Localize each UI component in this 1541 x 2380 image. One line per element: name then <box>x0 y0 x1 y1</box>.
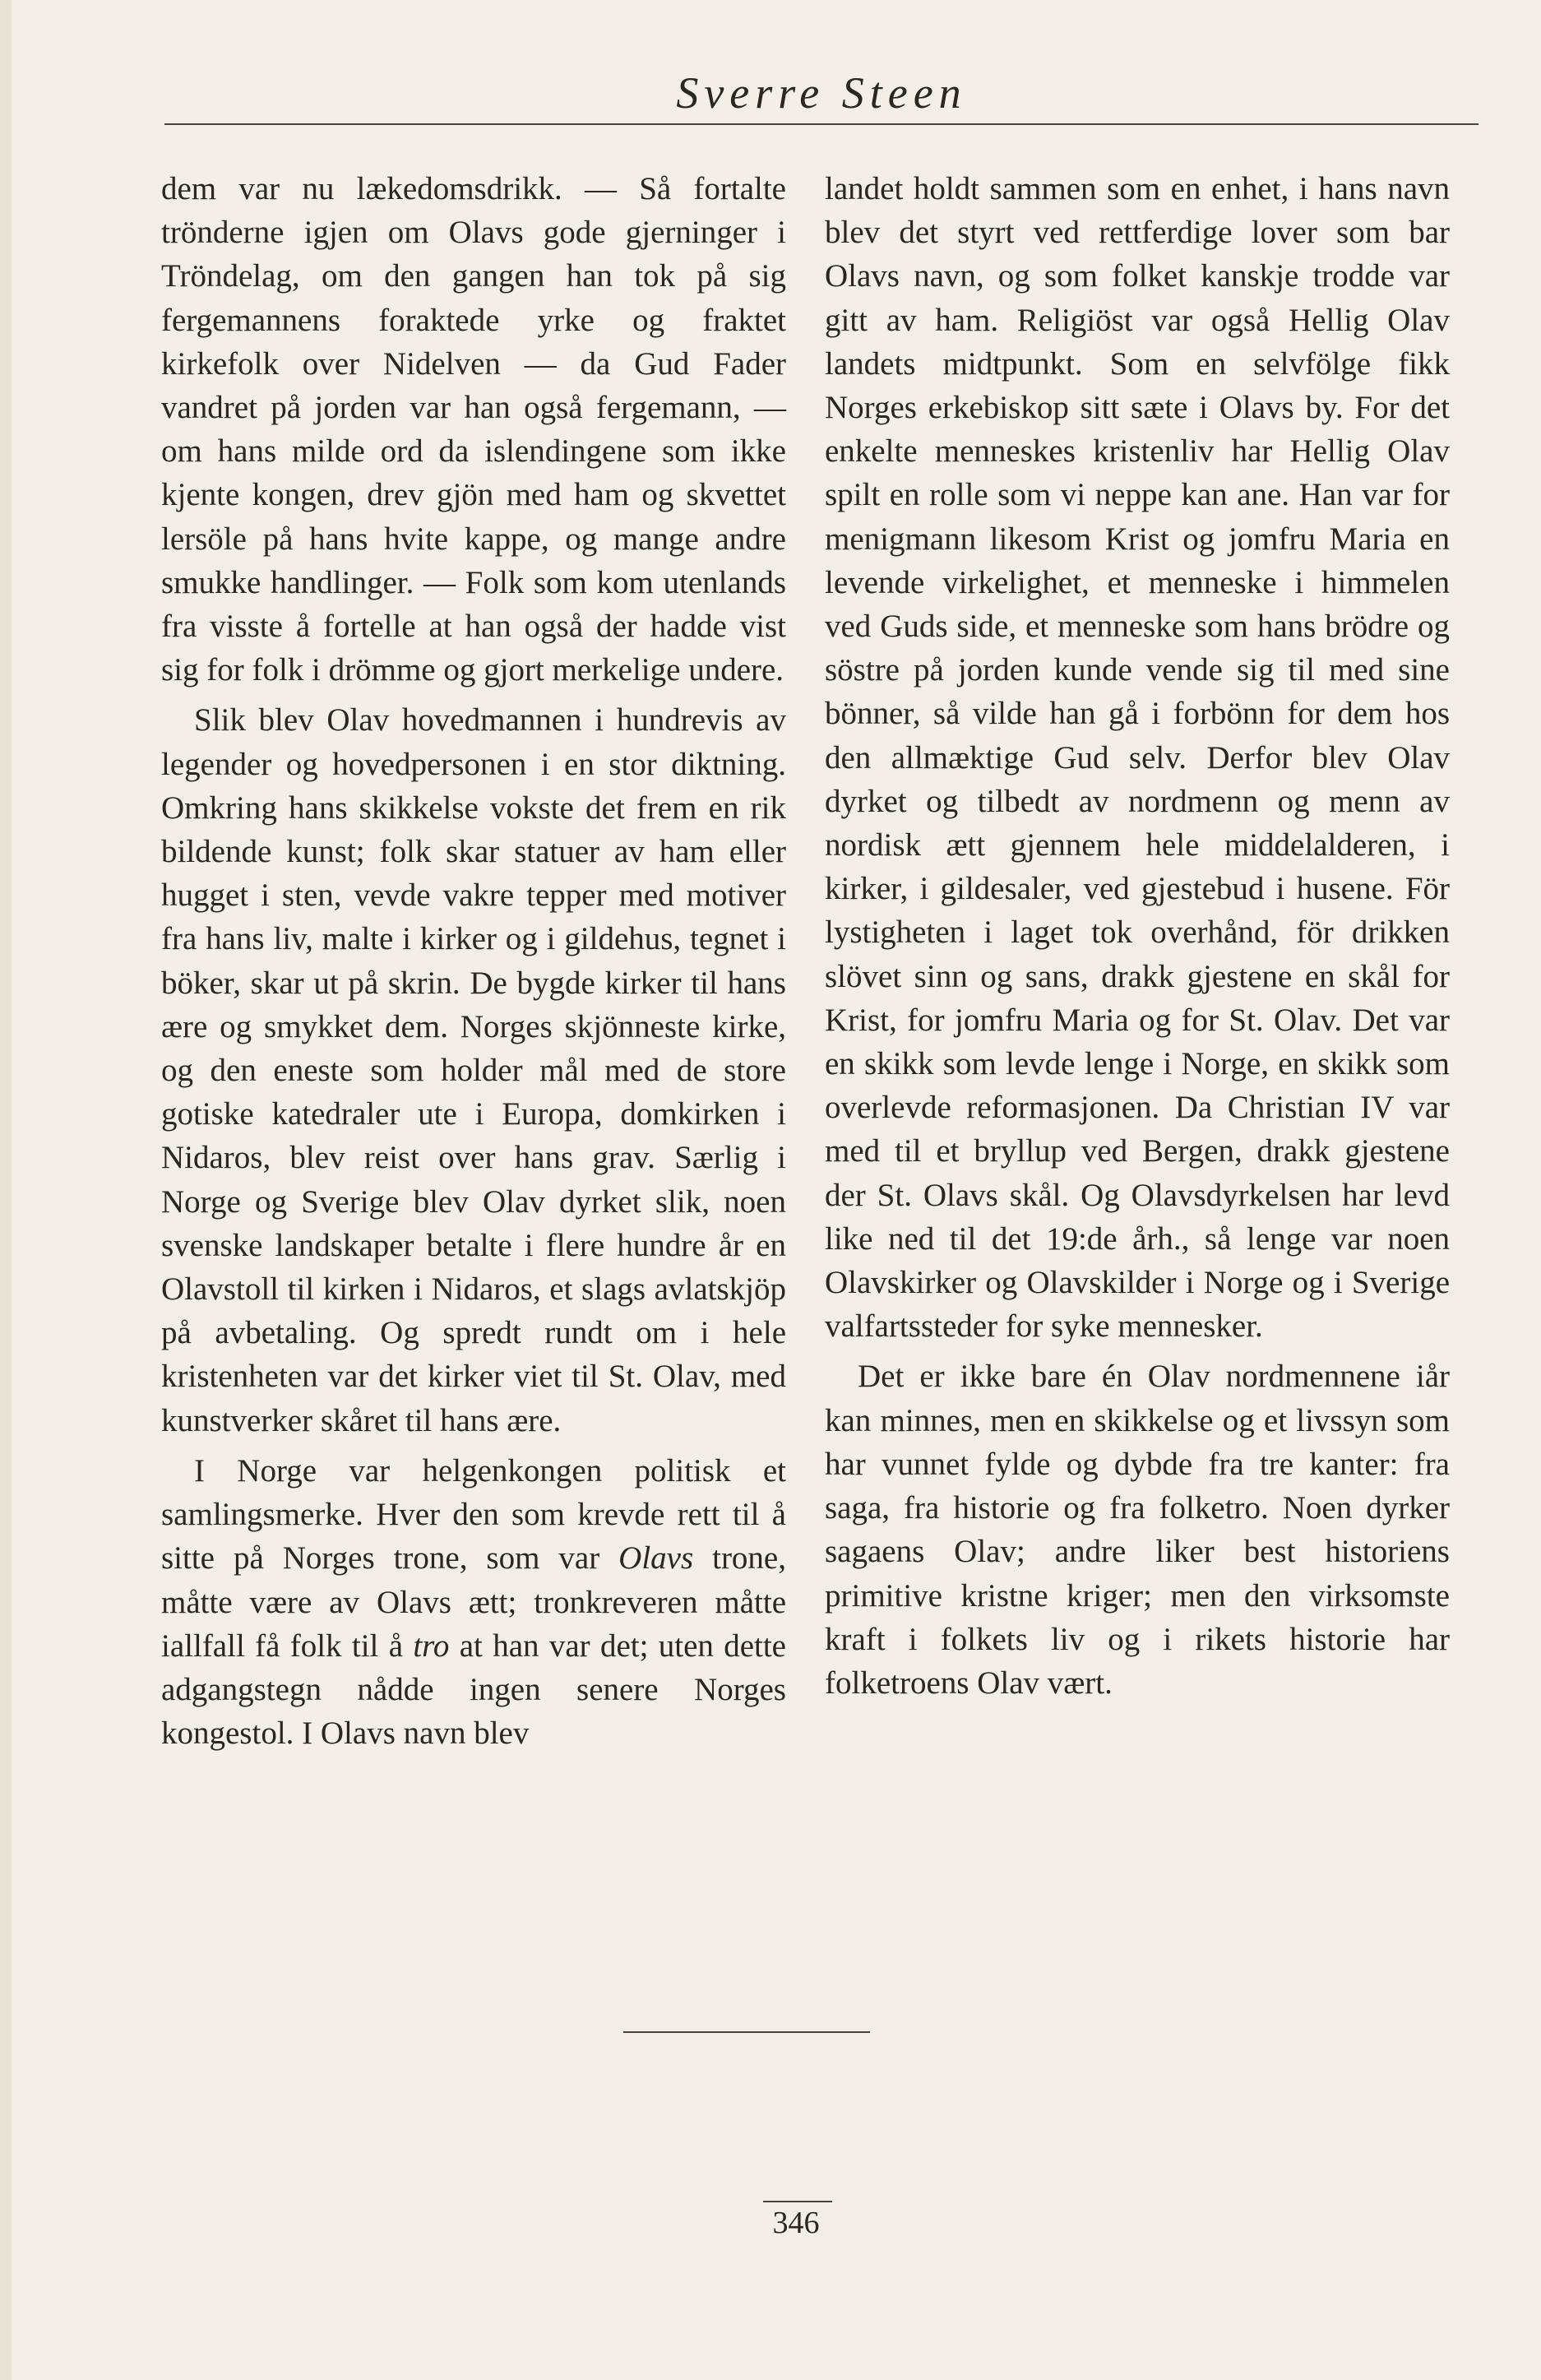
page-edge <box>0 0 12 2380</box>
left-paragraph-1: dem var nu lækedomsdrikk. — Så fortalte trönderne igjen om Olavs gode gjerninger i Tröndelag, om den gangen han tok på sig fergemannens foraktede yrke og fraktet kirkefolk over Nidelven — da Gud Fader vandret på jorden var han også fergemann, — om hans milde ord da islendingene som ikke kjente kongen, drev gjön med ham og skvettet lersöle på hans hvite kappe, og mange andre smukke handlinger. — Folk som kom utenlands fra visste å fortelle at han også der hadde vist sig for folk i drömme og gjort merkelige undere. <box>161 171 786 688</box>
right-paragraph-1: landet holdt sammen som en enhet, i hans navn blev det styrt ved rettferdige lover som bar Olavs navn, og som folket kanskje trodde var gitt av ham. Religiöst var også Hellig Olav landets midtpunkt. Som en selvfölge fikk Norges erkebiskop sitt sæte i Olavs by. For det enkelte menneskes kristenliv har Hellig Olav spilt en rolle som vi neppe kan ane. Han var for menigmann likesom Krist og jomfru Maria en levende virkelighet, et menneske i himmelen ved Guds side, et menneske som hans brödre og söstre på jorden kunde vende sig til med sine bönner, så vilde han gå i forbönn for dem hos den allmæktige Gud selv. Derfor blev Olav dyrket og tilbedt av nordmenn og menn av nordisk ætt gjennem hele middelalderen, i kirker, i gildesaler, ved gjestebud i husene. För lystigheten i laget tok overhånd, för drikken slövet sinn og sans, drakk gjestene en skål for Krist, for jomfru Maria og for St. Olav. Det var en skikk som levde lenge i Norge, en skikk som overlevde reformasjonen. Da Christian IV var med til et bryllup ved Bergen, drakk gjestene der St. Olavs skål. Og Olavsdyrkelsen har levd like ned til det 19:de årh., så lenge var noen Olavskirker og Olavskilder i Norge og i Sverige valfartssteder for syke mennesker. <box>825 171 1450 1345</box>
header-rule <box>164 123 1479 125</box>
running-head: Sverre Steen <box>676 68 967 118</box>
text-run: I Norge var helgenkongen politisk et samlingsmerke. Hver den som krevde rett til å sitte på Norges trone, som var <box>161 1452 786 1577</box>
page-number: 346 <box>772 2206 820 2240</box>
left-paragraph-3 <box>161 1449 786 1755</box>
left-column <box>161 167 786 1755</box>
text-run: at han var det; uten dette adgangstegn nådde ingen senere Norges kongestol. I Olavs navn blev <box>161 1628 786 1752</box>
italic-run: tro <box>413 1628 450 1664</box>
left-paragraph-2: Slik blev Olav hovedmannen i hundrevis av legender og hovedpersonen i en stor diktning. Omkring hans skikkelse vokste det frem en rik bildende kunst; folk skar statuer av ham eller hugget i sten, vevde vakre tepper med motiver fra hans liv, malte i kirker og i gildehus, tegnet i böker, skar ut på skrin. De bygde kirker til hans ære og smykket dem. Norges skjönneste kirke, og den eneste som holder mål med de store gotiske katedraler ute i Europa, domkirken i Nidaros, blev reist over hans grav. Særlig i Norge og Sverige blev Olav dyrket slik, noen svenske landskaper betalte i flere hundre år en Olavstoll til kirken i Nidaros, et slags avlatskjöp på avbetaling. Og spredt rundt om i hele kristenheten var det kirker viet til St. Olav, med kunstverker skåret til hans ære. <box>161 702 786 1438</box>
end-rule <box>623 2031 870 2033</box>
right-column <box>825 167 1450 1705</box>
italic-run: Olavs <box>618 1540 694 1577</box>
right-paragraph-2: Det er ikke bare én Olav nordmennene iår kan minnes, men en skikkelse og et livssyn som har vunnet fylde og dybde fra tre kanter: fra saga, fra historie og fra folketro. Noen dyrker sagaens Olav; andre liker best historiens primitive kristne kriger; men den virksomste kraft i folkets liv og i rikets historie har folketroens Olav vært. <box>825 1359 1450 1701</box>
text-run: trone, måtte være av Olavs ætt; tronkreveren måtte iallfall få folk til å <box>161 1540 786 1664</box>
